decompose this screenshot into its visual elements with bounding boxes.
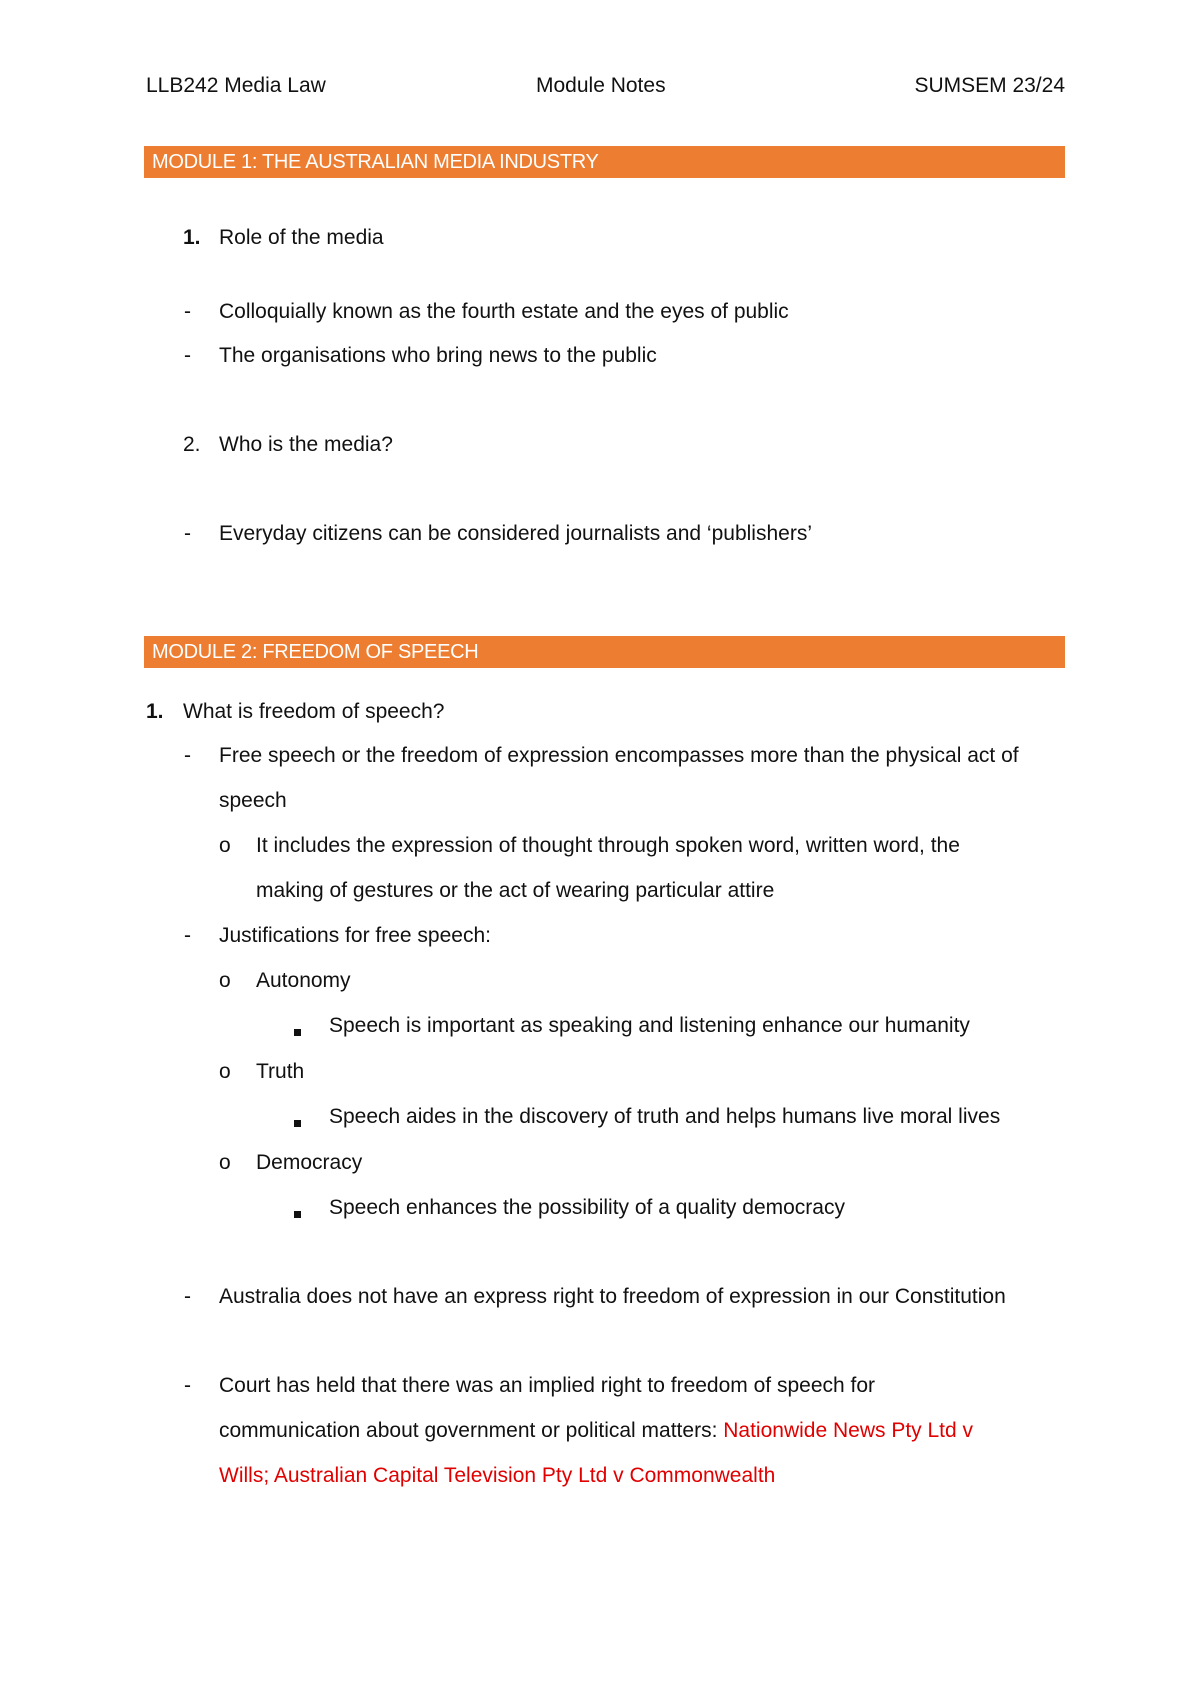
justification-democracy: Democracy — [256, 1151, 363, 1174]
dash-marker: - — [184, 744, 191, 767]
module1-heading: MODULE 1: THE AUSTRALIAN MEDIA INDUSTRY — [144, 146, 1065, 178]
m1-q1-point-1: Colloquially known as the fourth estate and the eyes of public — [219, 300, 789, 323]
justification-truth: Truth — [256, 1060, 305, 1083]
dash-marker: - — [184, 1374, 191, 1397]
m2-point-4-line-2 — [219, 1417, 973, 1445]
circle-marker: o — [219, 969, 231, 992]
m2-point-4-text: communication about government or political matters: — [219, 1419, 724, 1442]
circle-marker: o — [219, 1060, 231, 1083]
justification-autonomy: Autonomy — [256, 969, 351, 992]
justification-truth-detail: Speech aides in the discovery of truth and helps humans live moral lives — [329, 1105, 1001, 1128]
case-citation-2: Wills; Australian Capital Television Pty Ltd v Commonwealth — [219, 1464, 776, 1487]
m2-point-4-line-1: Court has held that there was an implied right to freedom of speech for — [219, 1374, 876, 1397]
justification-democracy-detail: Speech enhances the possibility of a quality democracy — [329, 1196, 845, 1219]
justification-autonomy-detail: Speech is important as speaking and listening enhance our humanity — [329, 1014, 970, 1037]
case-citation-1: Nationwide News Pty Ltd v — [723, 1419, 974, 1442]
module2-heading: MODULE 2: FREEDOM OF SPEECH — [144, 636, 1065, 668]
m2-q1-number: 1. — [146, 700, 164, 723]
square-bullet-icon — [294, 1023, 301, 1041]
m1-q2-point-1: Everyday citizens can be considered journalists and ‘publishers’ — [219, 522, 812, 545]
m2-point-1-line-1: Free speech or the freedom of expression encompasses more than the physical act of — [219, 744, 1019, 767]
square-bullet-icon — [294, 1205, 301, 1223]
dash-marker: - — [184, 924, 191, 947]
header-semester: SUMSEM 23/24 — [914, 74, 1065, 97]
m2-sub-point-line-1: It includes the expression of thought through spoken word, written word, the — [256, 834, 960, 857]
dash-marker: - — [184, 344, 191, 367]
circle-marker: o — [219, 834, 231, 857]
m2-point-2: Justifications for free speech: — [219, 924, 491, 947]
m2-sub-point-line-2: making of gestures or the act of wearing particular attire — [256, 879, 775, 902]
circle-marker: o — [219, 1151, 231, 1174]
m1-q2-number: 2. — [183, 433, 201, 456]
dash-marker: - — [184, 300, 191, 323]
m2-point-1-line-2: speech — [219, 789, 287, 812]
m2-point-3: Australia does not have an express right to freedom of expression in our Constitution — [219, 1285, 1006, 1308]
m1-q1-number: 1. — [183, 226, 201, 249]
header-course: LLB242 Media Law — [146, 74, 326, 97]
dash-marker: - — [184, 1285, 191, 1308]
header-title: Module Notes — [536, 74, 666, 97]
dash-marker: - — [184, 522, 191, 545]
square-bullet-icon — [294, 1114, 301, 1132]
m1-q2-text: Who is the media? — [219, 433, 393, 456]
m1-q1-point-2: The organisations who bring news to the public — [219, 344, 657, 367]
m1-q1-text: Role of the media — [219, 226, 384, 249]
m2-q1-text: What is freedom of speech? — [183, 700, 445, 723]
